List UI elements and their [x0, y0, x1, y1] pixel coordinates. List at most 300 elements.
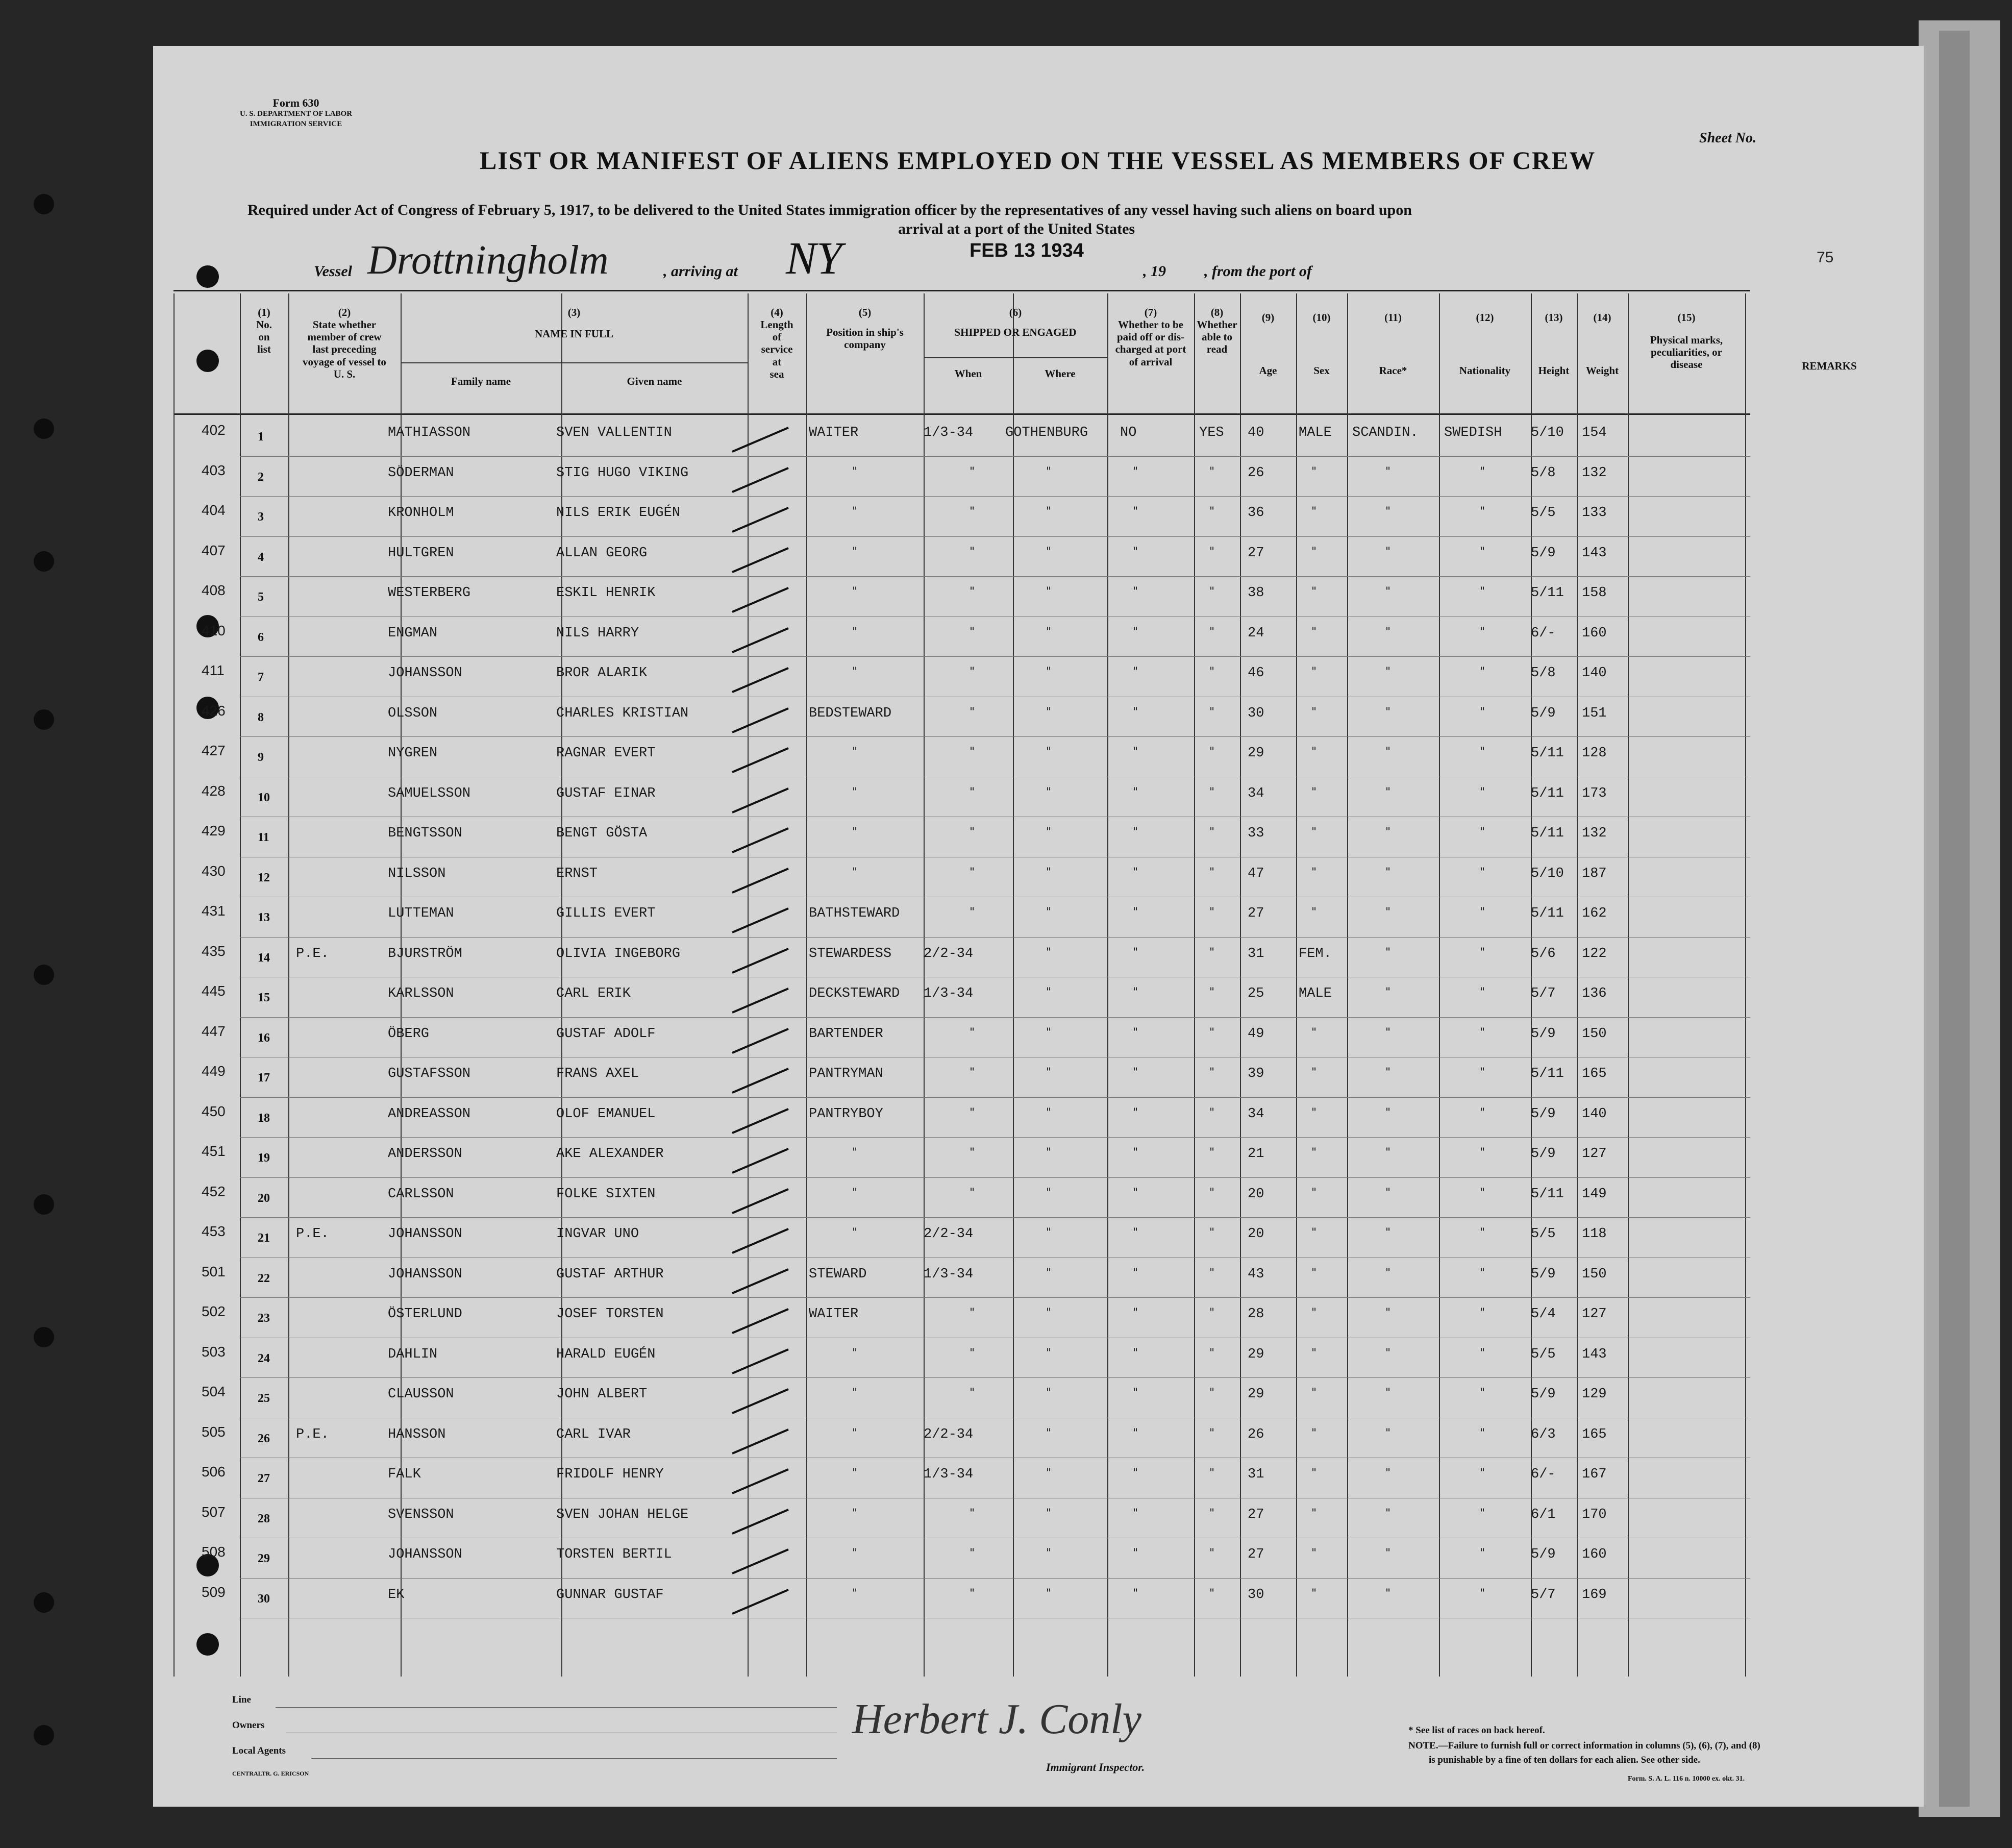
service-slash-mark: [730, 1506, 791, 1541]
cell-family: NILSSON: [388, 866, 446, 881]
cell-when: ": [970, 1026, 975, 1039]
cell-nat: ": [1480, 1387, 1485, 1399]
cell-age: 36: [1248, 505, 1264, 521]
col-rule: [1296, 293, 1297, 1677]
cell-family: FALK: [388, 1467, 421, 1482]
cell-where: ": [1046, 1507, 1052, 1520]
cell-family: JOHANSSON: [388, 1266, 462, 1282]
cell-given: FRANS AXEL: [556, 1066, 639, 1081]
cell-paid: ": [1133, 1026, 1138, 1039]
header-given-name: Given name: [627, 375, 682, 387]
service-slash-mark: [730, 544, 791, 580]
cell-when: ": [970, 826, 975, 839]
cell-family: NYGREN: [388, 746, 438, 761]
cell-race: ": [1385, 1186, 1391, 1199]
cell-family: BJURSTRÖM: [388, 946, 462, 962]
row-ref-number: 504: [202, 1384, 226, 1399]
cell-paid: ": [1133, 1066, 1138, 1079]
cell-position: PANTRYMAN: [809, 1066, 883, 1081]
cell-sex: ": [1311, 785, 1317, 799]
cell-no: 10: [258, 791, 270, 804]
cell-no: 1: [258, 430, 264, 443]
cell-race: ": [1385, 866, 1391, 879]
cell-sex: ": [1311, 1226, 1317, 1239]
agents-rule: [311, 1758, 837, 1759]
row-ref-number: 426: [202, 702, 226, 719]
cell-no: 23: [258, 1312, 270, 1325]
owners-label: Owners: [232, 1720, 265, 1731]
service-label: IMMIGRATION SERVICE: [250, 120, 342, 128]
cell-paid: NO: [1120, 425, 1137, 440]
cell-given: BROR ALARIK: [556, 666, 648, 681]
row-ref-number: 429: [202, 823, 226, 839]
cell-no: 28: [258, 1512, 270, 1525]
fine-note: is punishable by a fine of ten dollars for each alien. See other side.: [1429, 1755, 1700, 1765]
cell-no: 12: [258, 871, 270, 884]
header-col2: (2) State whether member of crew last preceding voyage of vessel to U. S.: [303, 306, 386, 380]
row-rule: [240, 1297, 1750, 1298]
cell-weight: 154: [1582, 425, 1607, 440]
service-slash-mark: [730, 865, 791, 900]
cell-nat: ": [1480, 1467, 1485, 1480]
cell-height: 5/9: [1531, 705, 1556, 721]
binder-hole: [34, 194, 54, 214]
cell-position: ": [852, 1387, 858, 1399]
cell-where: ": [1046, 946, 1052, 959]
cell-nat: ": [1480, 705, 1485, 719]
cell-nat: ": [1480, 1106, 1485, 1119]
cell-no: 15: [258, 991, 270, 1004]
cell-given: SVEN JOHAN HELGE: [556, 1507, 689, 1522]
row-rule: [240, 1017, 1750, 1018]
cell-height: 5/11: [1531, 785, 1564, 801]
cell-height: 5/7: [1531, 986, 1556, 1001]
cell-nat: ": [1480, 666, 1485, 678]
cell-read: ": [1209, 1467, 1215, 1480]
cell-weight: 150: [1582, 1266, 1607, 1282]
cell-family: ANDREASSON: [388, 1106, 471, 1122]
cell-race: ": [1385, 1507, 1391, 1520]
service-slash-mark: [730, 1145, 791, 1180]
cell-read: ": [1209, 1106, 1215, 1119]
row-rule: [240, 1137, 1750, 1138]
cell-age: 21: [1248, 1146, 1264, 1162]
row-ref-number: 407: [202, 542, 226, 558]
cell-where: ": [1046, 746, 1052, 758]
cell-read: ": [1209, 625, 1215, 638]
cell-read: ": [1209, 1146, 1215, 1159]
cell-where: ": [1046, 666, 1052, 678]
cell-nat: ": [1480, 746, 1485, 758]
row-rule: [240, 656, 1750, 657]
form-reference: Form. S. A. L. 116 n. 10000 ex. okt. 31.: [1628, 1775, 1745, 1783]
cell-weight: 151: [1582, 705, 1607, 721]
cell-height: 5/4: [1531, 1307, 1556, 1322]
col-rule: [1240, 293, 1241, 1677]
service-slash-mark: [730, 1225, 791, 1261]
cell-given: JOSEF TORSTEN: [556, 1307, 664, 1322]
header-col10: (10) Sex: [1312, 311, 1331, 377]
service-slash-mark: [730, 904, 791, 940]
cell-given: ESKIL HENRIK: [556, 585, 656, 601]
cell-sex: ": [1311, 465, 1317, 478]
cell-no: 4: [258, 550, 264, 564]
form-number: Form 630: [272, 96, 319, 109]
cell-height: 5/9: [1531, 1387, 1556, 1402]
row-rule: [240, 536, 1750, 537]
service-slash-mark: [730, 1425, 791, 1461]
cell-sex: ": [1311, 666, 1317, 678]
cell-position: ": [852, 1467, 858, 1480]
cell-age: 34: [1248, 1106, 1264, 1122]
vessel-name: Drottningholm: [367, 238, 609, 283]
cell-prev: P.E.: [296, 946, 329, 962]
cell-height: 5/11: [1531, 906, 1564, 921]
cell-position: ": [852, 545, 858, 558]
cell-height: 5/5: [1531, 505, 1556, 521]
service-slash-mark: [730, 464, 791, 500]
cell-nat: ": [1480, 1426, 1485, 1440]
cell-read: ": [1209, 1307, 1215, 1319]
header-bottom-rule: [173, 413, 1750, 415]
cell-family: ÖSTERLUND: [388, 1307, 462, 1322]
cell-where: ": [1046, 625, 1052, 638]
line-rule: [276, 1707, 837, 1708]
row-ref-number: 445: [202, 983, 226, 999]
binder-hole: [34, 418, 54, 439]
cell-read: ": [1209, 826, 1215, 839]
col-rule: [173, 293, 175, 1677]
cell-paid: ": [1133, 585, 1138, 598]
cell-height: 5/10: [1531, 425, 1564, 440]
cell-race: ": [1385, 1226, 1391, 1239]
cell-race: ": [1385, 1066, 1391, 1079]
cell-where: ": [1046, 545, 1052, 558]
cell-read: ": [1209, 946, 1215, 959]
cell-given: CARL IVAR: [556, 1426, 631, 1442]
cell-weight: 140: [1582, 666, 1607, 681]
printer-note: CENTRALTR. G. ERICSON: [232, 1770, 309, 1777]
cell-position: ": [852, 866, 858, 879]
service-slash-mark: [730, 1185, 791, 1221]
cell-weight: 128: [1582, 746, 1607, 761]
cell-read: ": [1209, 1026, 1215, 1039]
cell-given: GUSTAF EINAR: [556, 785, 656, 801]
cell-age: 39: [1248, 1066, 1264, 1081]
cell-family: JOHANSSON: [388, 666, 462, 681]
col-rule: [1013, 293, 1014, 1677]
cell-age: 31: [1248, 1467, 1264, 1482]
cell-position: ": [852, 826, 858, 839]
service-slash-mark: [730, 824, 791, 860]
cell-height: 5/7: [1531, 1587, 1556, 1603]
cell-paid: ": [1133, 1186, 1138, 1199]
service-slash-mark: [730, 1305, 791, 1341]
service-slash-mark: [730, 1586, 791, 1621]
cell-position: ": [852, 1186, 858, 1199]
cell-when: ": [970, 1146, 975, 1159]
cell-height: 5/6: [1531, 946, 1556, 962]
header-col4: (4) Length of service at sea: [760, 306, 793, 380]
service-slash-mark: [730, 744, 791, 780]
cell-weight: 173: [1582, 785, 1607, 801]
cell-when: ": [970, 1307, 975, 1319]
cell-age: 20: [1248, 1226, 1264, 1242]
cell-weight: 165: [1582, 1426, 1607, 1442]
cell-position: STEWARDESS: [809, 946, 892, 962]
cell-family: KARLSSON: [388, 986, 454, 1001]
cell-read: YES: [1199, 425, 1224, 440]
arriving-label: , arriving at: [663, 263, 738, 280]
cell-nat: ": [1480, 866, 1485, 879]
row-ref-number: 509: [202, 1584, 226, 1600]
cell-where: ": [1046, 1547, 1052, 1560]
cell-race: ": [1385, 1266, 1391, 1279]
cell-read: ": [1209, 585, 1215, 598]
cell-sex: ": [1311, 1307, 1317, 1319]
cell-when: 1/3-34: [924, 986, 974, 1001]
cell-sex: ": [1311, 625, 1317, 638]
cell-weight: 165: [1582, 1066, 1607, 1081]
cell-family: WESTERBERG: [388, 585, 471, 601]
cell-given: ERNST: [556, 866, 598, 881]
cell-position: BATHSTEWARD: [809, 906, 900, 921]
cell-given: OLOF EMANUEL: [556, 1106, 656, 1122]
cell-height: 5/9: [1531, 1106, 1556, 1122]
cell-when: ": [970, 1387, 975, 1399]
cell-where: ": [1046, 1186, 1052, 1199]
cell-given: FRIDOLF HENRY: [556, 1467, 664, 1482]
cell-race: ": [1385, 986, 1391, 999]
col-rule: [1194, 293, 1195, 1677]
row-rule: [240, 496, 1750, 497]
cell-nat: ": [1480, 505, 1485, 518]
shipped-subheader-rule: [924, 357, 1107, 358]
cell-height: 5/9: [1531, 1547, 1556, 1562]
cell-sex: ": [1311, 1186, 1317, 1199]
col-rule: [1628, 293, 1629, 1677]
col-rule: [1577, 293, 1578, 1677]
cell-family: EK: [388, 1587, 405, 1603]
cell-when: ": [970, 625, 975, 638]
cell-given: STIG HUGO VIKING: [556, 465, 689, 481]
cell-position: ": [852, 465, 858, 478]
page-title: LIST OR MANIFEST OF ALIENS EMPLOYED ON THE VESSEL AS MEMBERS OF CREW: [480, 146, 1596, 175]
inspector-signature: Herbert J. Conly: [852, 1695, 1141, 1743]
row-ref-number: 431: [202, 903, 226, 919]
cell-given: CHARLES KRISTIAN: [556, 705, 689, 721]
cell-no: 22: [258, 1271, 270, 1285]
cell-when: 2/2-34: [924, 946, 974, 962]
col-rule: [288, 293, 289, 1677]
cell-race: ": [1385, 465, 1391, 478]
cell-weight: 160: [1582, 625, 1607, 641]
cell-age: 29: [1248, 1346, 1264, 1362]
header-col9: (9) Age: [1259, 311, 1277, 377]
cell-where: ": [1046, 1146, 1052, 1159]
cell-age: 46: [1248, 666, 1264, 681]
cell-nat: ": [1480, 1226, 1485, 1239]
cell-when: ": [970, 465, 975, 478]
cell-where: ": [1046, 1587, 1052, 1600]
row-ref-number: 428: [202, 782, 226, 799]
cell-age: 30: [1248, 705, 1264, 721]
cell-no: 30: [258, 1592, 270, 1606]
cell-family: ANDERSSON: [388, 1146, 462, 1162]
row-rule: [240, 576, 1750, 577]
cell-nat: ": [1480, 1026, 1485, 1039]
cell-given: ALLAN GEORG: [556, 545, 648, 561]
binder-hole: [34, 1725, 54, 1745]
cell-paid: ": [1133, 545, 1138, 558]
binder-hole: [34, 1194, 54, 1215]
cell-sex: ": [1311, 1507, 1317, 1520]
cell-race: ": [1385, 1467, 1391, 1480]
cell-height: 6/-: [1531, 1467, 1556, 1482]
cell-height: 5/8: [1531, 666, 1556, 681]
cell-height: 5/9: [1531, 1266, 1556, 1282]
cell-when: ": [970, 705, 975, 719]
row-ref-number: 408: [202, 582, 226, 598]
punch-hole: [196, 1633, 219, 1656]
cell-where: ": [1046, 1266, 1052, 1279]
cell-height: 6/-: [1531, 625, 1556, 641]
cell-read: ": [1209, 986, 1215, 999]
cell-paid: ": [1133, 785, 1138, 799]
cell-sex: ": [1311, 705, 1317, 719]
cell-height: 5/5: [1531, 1346, 1556, 1362]
cell-no: 20: [258, 1191, 270, 1205]
cell-sex: ": [1311, 746, 1317, 758]
cell-given: HARALD EUGÉN: [556, 1346, 656, 1362]
cell-weight: 149: [1582, 1186, 1607, 1202]
cell-paid: ": [1133, 1226, 1138, 1239]
row-ref-number: 427: [202, 743, 226, 758]
cell-sex: ": [1311, 906, 1317, 919]
cell-age: 20: [1248, 1186, 1264, 1202]
row-rule: [240, 1217, 1750, 1218]
cell-nat: ": [1480, 1346, 1485, 1360]
cell-given: GUSTAF ADOLF: [556, 1026, 656, 1042]
cell-sex: ": [1311, 1266, 1317, 1279]
row-ref-number: 508: [202, 1544, 226, 1560]
cell-position: ": [852, 1587, 858, 1600]
cell-where: ": [1046, 906, 1052, 919]
cell-height: 6/1: [1531, 1507, 1556, 1522]
punch-hole: [196, 265, 219, 288]
cell-age: 27: [1248, 1547, 1264, 1562]
cell-family: SÖDERMAN: [388, 465, 454, 481]
cell-paid: ": [1133, 1587, 1138, 1600]
cell-when: 1/3-34: [924, 425, 974, 440]
date-stamp: FEB 13 1934: [970, 240, 1084, 261]
cell-weight: 150: [1582, 1026, 1607, 1042]
cell-paid: ": [1133, 1307, 1138, 1319]
row-ref-number: 501: [202, 1263, 226, 1279]
cell-height: 5/11: [1531, 826, 1564, 841]
cell-read: ": [1209, 1266, 1215, 1279]
cell-age: 40: [1248, 425, 1264, 440]
cell-paid: ": [1133, 1346, 1138, 1360]
cell-race: ": [1385, 1106, 1391, 1119]
cell-family: ENGMAN: [388, 625, 438, 641]
cell-given: FOLKE SIXTEN: [556, 1186, 656, 1202]
cell-weight: 170: [1582, 1507, 1607, 1522]
row-ref-number: 506: [202, 1464, 226, 1480]
binder-hole: [34, 1327, 54, 1347]
row-ref-number: 403: [202, 462, 226, 478]
cell-race: ": [1385, 946, 1391, 959]
cell-no: 2: [258, 470, 264, 484]
cell-family: SVENSSON: [388, 1507, 454, 1522]
cell-paid: ": [1133, 906, 1138, 919]
cell-family: CLAUSSON: [388, 1387, 454, 1402]
cell-where: ": [1046, 1387, 1052, 1399]
cell-when: ": [970, 585, 975, 598]
cell-nat: ": [1480, 1266, 1485, 1279]
cell-no: 24: [258, 1351, 270, 1365]
cell-race: ": [1385, 1587, 1391, 1600]
header-col7: (7) Whether to be paid off or dis- charged at port of arrival: [1115, 306, 1186, 368]
cell-read: ": [1209, 906, 1215, 919]
inspector-label: Immigrant Inspector.: [1046, 1761, 1145, 1773]
cell-age: 30: [1248, 1587, 1264, 1603]
cell-paid: ": [1133, 1146, 1138, 1159]
cell-weight: 129: [1582, 1387, 1607, 1402]
from-port-label: , from the port of: [1204, 263, 1312, 280]
cell-read: ": [1209, 1346, 1215, 1360]
row-ref-number: 505: [202, 1423, 226, 1440]
cell-weight: 132: [1582, 465, 1607, 481]
cell-sex: ": [1311, 866, 1317, 879]
cell-no: 11: [258, 831, 269, 844]
cell-weight: 158: [1582, 585, 1607, 601]
row-ref-number: 410: [202, 622, 226, 638]
cell-no: 25: [258, 1392, 270, 1405]
cell-height: 6/3: [1531, 1426, 1556, 1442]
cell-family: KRONHOLM: [388, 505, 454, 521]
cell-read: ": [1209, 746, 1215, 758]
cell-weight: 167: [1582, 1467, 1607, 1482]
cell-where: ": [1046, 1066, 1052, 1079]
cell-sex: ": [1311, 1026, 1317, 1039]
col-rule: [1439, 293, 1440, 1677]
cell-no: 3: [258, 510, 264, 524]
cell-sex: ": [1311, 545, 1317, 558]
cell-weight: 160: [1582, 1547, 1607, 1562]
row-ref-number: 502: [202, 1303, 226, 1319]
cell-family: MATHIASSON: [388, 425, 471, 440]
cell-given: NILS HARRY: [556, 625, 639, 641]
cell-height: 5/10: [1531, 866, 1564, 881]
cell-weight: 143: [1582, 1346, 1607, 1362]
cell-sex: ": [1311, 585, 1317, 598]
cell-nat: ": [1480, 785, 1485, 799]
cell-given: GILLIS EVERT: [556, 906, 656, 921]
service-slash-mark: [730, 984, 791, 1020]
row-rule: [240, 1578, 1750, 1579]
cell-position: ": [852, 1507, 858, 1520]
cell-where: ": [1046, 1426, 1052, 1440]
cell-nat: ": [1480, 585, 1485, 598]
name-subheader-rule: [401, 362, 748, 363]
row-ref-number: 503: [202, 1343, 226, 1360]
cell-sex: ": [1311, 1066, 1317, 1079]
cell-read: ": [1209, 1066, 1215, 1079]
cell-when: ": [970, 505, 975, 518]
cell-family: GUSTAFSSON: [388, 1066, 471, 1081]
cell-nat: ": [1480, 1547, 1485, 1560]
